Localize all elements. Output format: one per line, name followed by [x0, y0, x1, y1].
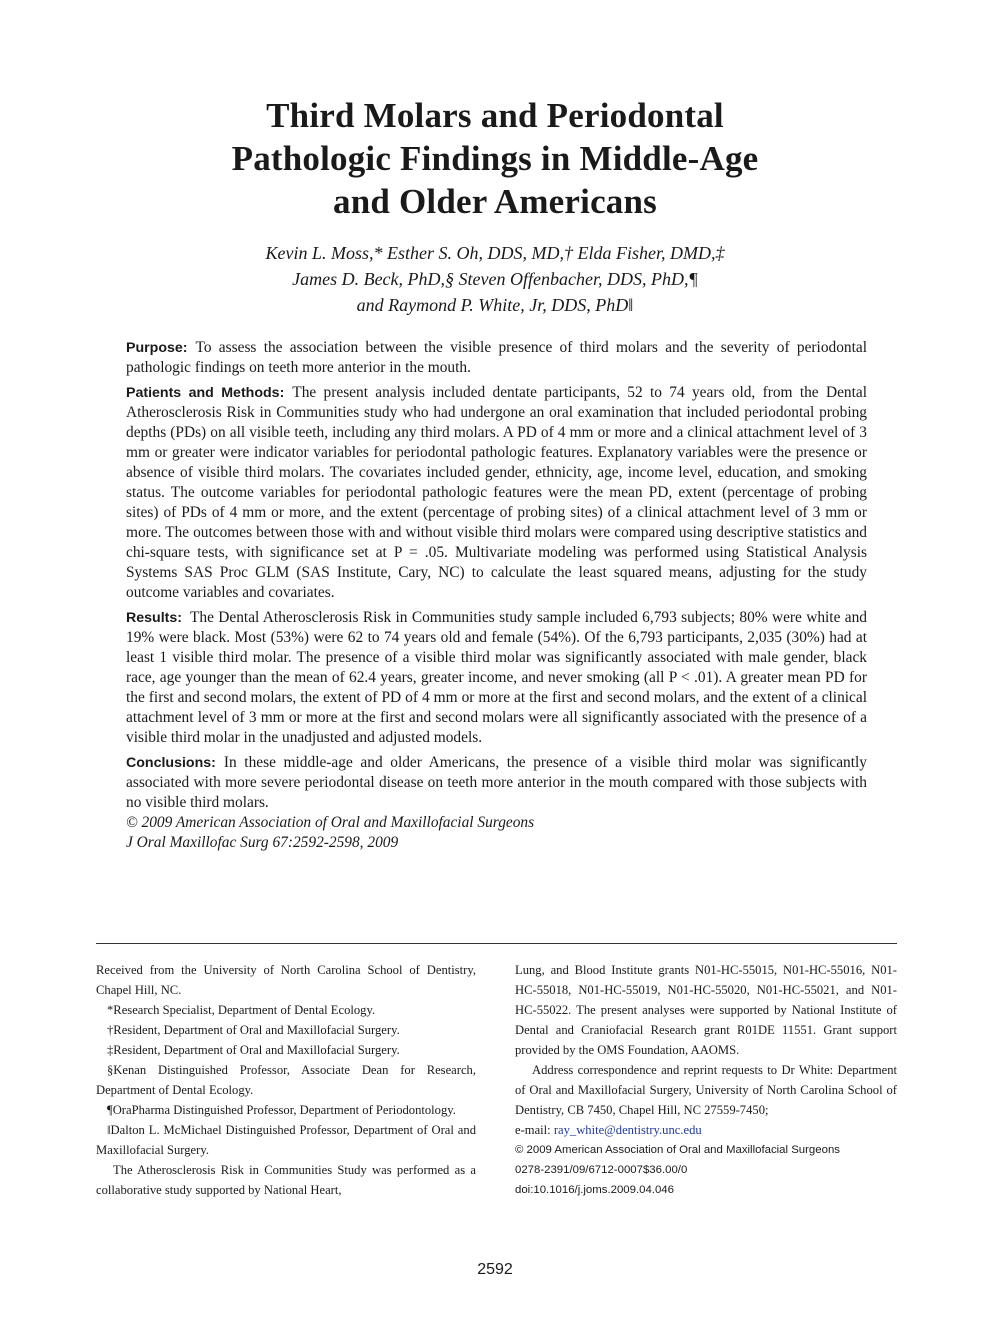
- author-footnote: ‖Dalton L. McMichael Distinguished Professor, Department of Oral and Maxillofacial Surgery.: [96, 1123, 476, 1157]
- footnotes-right-column: [515, 960, 897, 1200]
- abstract-purpose: [126, 338, 867, 378]
- author-footnote: §Kenan Distinguished Professor, Associate Dean for Research, Department of Dental Ecology.: [96, 1063, 476, 1097]
- footnotes-left-column: [96, 960, 476, 1200]
- purpose-heading: Purpose:: [126, 340, 188, 356]
- received-note: Received from the University of North Carolina School of Dentistry, Chapel Hill, NC.: [96, 963, 476, 997]
- author-list: [0, 240, 990, 318]
- methods-text: The present analysis included dentate participants, 52 to 74 years old, from the Dental Atherosclerosis Risk in Communities study who had undergone an oral examination that included periodontal probing depths (PDs) on all visible teeth, including any third molars. A PD of 4 mm or more and a clinical attachment level of 3 mm or greater were indicator variables for periodontal pathologic features. Explanatory variables were the presence or absence of visible third molars. The covariates included gender, ethnicity, age, income level, education, and smoking status. The outcome variables for periodontal pathologic features were the mean PD, extent (percentage of probing sites) of PDs of 4 mm or more, and the extent (percentage of probing sites) of a clinical attachment level of 3 mm or more. The outcomes between those with and without visible third molars were compared using descriptive statistics and chi-square tests, with significance set at P = .05. Multivariate modeling was performed using Statistical Analysis Systems SAS Proc GLM (SAS Institute, Cary, NC) to calculate the least squared means, adjusting for the study outcome variables and covariates.: [126, 384, 867, 601]
- purpose-text: To assess the association between the visible presence of third molars and the severity of periodontal pathologic findings on teeth more anterior in the mouth.: [126, 339, 867, 376]
- methods-heading: Patients and Methods:: [126, 385, 285, 401]
- author-footnote: *Research Specialist, Department of Dental Ecology.: [107, 1003, 376, 1017]
- title-line: Third Molars and Periodontal: [266, 96, 724, 135]
- article-title: [0, 94, 990, 223]
- footnote-copyright: © 2009 American Association of Oral and Maxillofacial Surgeons: [515, 1144, 840, 1156]
- funding-note-continued: Lung, and Blood Institute grants N01-HC-55015, N01-HC-55016, N01-HC-55018, N01-HC-55019, N01-HC-55020, N01-HC-55021, and N01-HC-55022. The present analyses were supported by National Institute of Dental and Craniofacial Research grant R01DE 11551. Grant support provided by the OMS Foundation, AAOMS.: [515, 963, 897, 1057]
- email-label: e-mail:: [515, 1123, 551, 1137]
- conclusions-text: In these middle-age and older Americans, the presence of a visible third molar was significantly associated with more severe periodontal disease on teeth more anterior in the mouth compared with those subjects with no visible third molars.: [126, 754, 867, 811]
- author-line: Kevin L. Moss,* Esther S. Oh, DDS, MD,† Elda Fisher, DMD,‡: [265, 243, 725, 263]
- author-line: and Raymond P. White, Jr, DDS, PhD‖: [356, 295, 634, 315]
- abstract: [126, 338, 867, 853]
- abstract-conclusions: [126, 753, 867, 813]
- abstract-methods: [126, 383, 867, 603]
- email-line: [515, 1120, 897, 1140]
- conclusions-heading: Conclusions:: [126, 755, 216, 771]
- footnote-divider: [96, 943, 897, 944]
- author-footnote: ¶OraPharma Distinguished Professor, Department of Periodontology.: [107, 1103, 456, 1117]
- abstract-copyright: © 2009 American Association of Oral and Maxillofacial Surgeons: [126, 814, 535, 831]
- doi: doi:10.1016/j.joms.2009.04.046: [515, 1184, 674, 1196]
- author-footnote: ‡Resident, Department of Oral and Maxillofacial Surgery.: [107, 1043, 400, 1057]
- author-line: James D. Beck, PhD,§ Steven Offenbacher, DDS, PhD,¶: [292, 269, 698, 289]
- author-footnote: †Resident, Department of Oral and Maxillofacial Surgery.: [107, 1023, 400, 1037]
- page-number: 2592: [477, 1261, 513, 1278]
- results-heading: Results:: [126, 610, 182, 626]
- issn-code: 0278-2391/09/6712-0007$36.00/0: [515, 1164, 688, 1176]
- email-link[interactable]: ray_white@dentistry.unc.edu: [553, 1123, 702, 1137]
- journal-citation: J Oral Maxillofac Surg 67:2592-2598, 2009: [126, 834, 399, 851]
- abstract-results: [126, 608, 867, 748]
- correspondence-address: Address correspondence and reprint requests to Dr White: Department of Oral and Maxillofacial Surgery, University of North Carolina School of Dentistry, CB 7450, Chapel Hill, NC 27559-7450;: [515, 1063, 897, 1117]
- funding-note: The Atherosclerosis Risk in Communities Study was performed as a collaborative study supported by National Heart,: [96, 1163, 476, 1197]
- title-line: Pathologic Findings in Middle-Age: [231, 139, 759, 178]
- results-text: The Dental Atherosclerosis Risk in Communities study sample included 6,793 subjects; 80% were white and 19% were black. Most (53%) were 62 to 74 years old and female (54%). Of the 6,793 participants, 2,035 (30%) had at least 1 visible third molar. The presence of a visible third molar was significantly associated with male gender, black race, age younger than the mean of 62.4 years, greater income, and never smoking (all P < .01). A greater mean PD for the first and second molars, the extent of PD of 4 mm or more at the first and second molars, and the extent of a clinical attachment level of 3 mm or more at the first and second molars were all significantly associated with the presence of a visible third molar in the unadjusted and adjusted models.: [126, 609, 867, 746]
- title-line: and Older Americans: [333, 182, 657, 221]
